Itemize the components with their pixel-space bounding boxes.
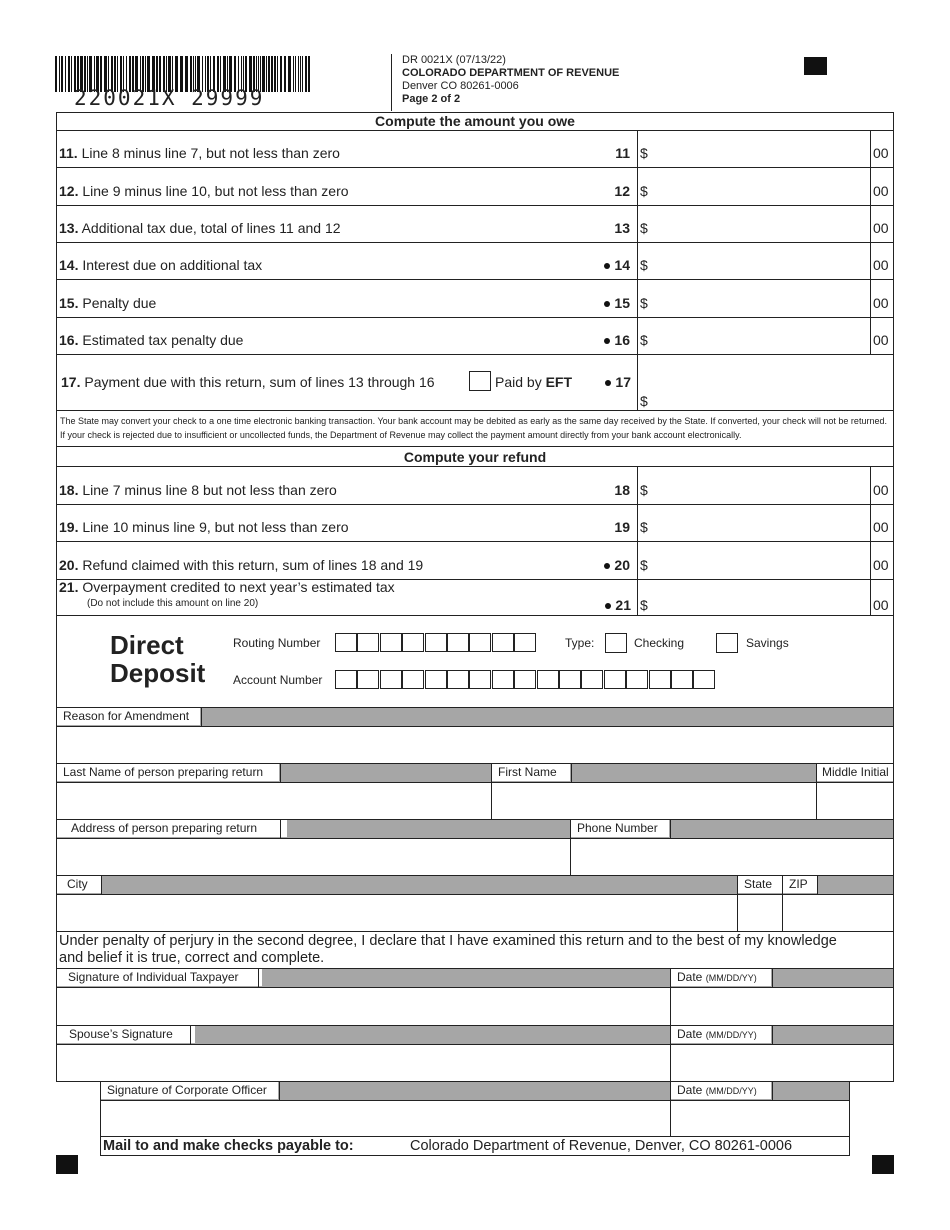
first-name-field[interactable] [492,783,816,819]
registration-mark [872,1155,894,1174]
digit-box[interactable] [492,670,514,689]
digit-box[interactable] [425,633,447,652]
state-field[interactable] [738,895,782,931]
line-number: 12. [59,182,79,199]
taxpayer-date-field[interactable] [671,988,893,1025]
barcode-bar [68,56,70,92]
barcode-bar [300,56,301,92]
barcode-bar [271,56,273,92]
taxpayer-signature-field[interactable] [57,988,670,1025]
cents-zero: 00 [873,481,889,498]
dollar-sign: $ [640,257,648,274]
digit-box[interactable] [357,670,379,689]
dollar-sign: $ [640,182,648,199]
checking-checkbox[interactable] [605,633,627,653]
line-21-amount-field[interactable] [651,579,869,615]
digit-box[interactable] [357,633,379,652]
line-text: Penalty due [82,294,157,311]
amount-field[interactable] [651,205,869,242]
dollar-sign: $ [640,519,648,535]
digit-box[interactable] [492,633,514,652]
amount-field[interactable] [651,504,869,542]
barcode-bar [277,56,278,92]
digit-box[interactable] [469,633,491,652]
required-dot [604,563,610,569]
line-21-dollar: $ [640,597,648,613]
state-label: State [738,876,782,893]
digit-box[interactable] [335,633,357,652]
line-21-number: 21. [59,579,79,595]
last-name-label: Last Name of person preparing return [57,764,279,781]
digit-box[interactable] [402,633,424,652]
first-name-label: First Name [492,764,570,781]
line-ref: 15 [614,294,630,311]
registration-mark [804,57,827,75]
line-number: 18. [59,481,79,498]
digit-box[interactable] [447,633,469,652]
taxpayer-date-label: Date (MM/DD/YY) [671,969,771,986]
last-name-field[interactable] [57,783,491,819]
conversion-notice: The State may convert your check to a one time electronic banking transaction. Your bank account may be debited as early as the same day received by the State. If converted, your check will not be returned. If your check is rejected due to insufficient or uncollected funds, the Department of Revenue may collect the payment amount directly from your bank account electronically. [60,416,887,440]
zip-field[interactable] [783,895,893,931]
line-17-number: 17. [61,374,81,390]
barcode-bar [266,56,267,92]
account-type-label: Type: [565,636,595,650]
line-17-text: Payment due with this return, sum of lines 13 through 16 [84,374,435,390]
digit-box[interactable] [649,670,671,689]
barcode-bar [308,56,310,92]
cents-zero: 00 [873,145,889,162]
line-21-text: Overpayment credited to next year’s estimated tax [82,579,395,595]
barcode-bar [59,56,60,92]
line-21-ref: 21 [615,597,631,613]
required-dot [604,263,610,269]
registration-mark [56,1155,78,1174]
line-text: Refund claimed with this return, sum of lines 18 and 19 [82,556,424,573]
city-label: City [57,876,101,893]
digit-box[interactable] [559,670,581,689]
digit-box[interactable] [469,670,491,689]
eft-label: EFT [545,374,573,390]
dollar-sign: $ [640,145,648,162]
phone-number-field[interactable] [571,839,893,875]
required-dot [604,338,610,344]
digit-box[interactable] [671,670,693,689]
line-text: Line 8 minus line 7, but not less than zero [81,145,340,162]
line-17-ref: 17 [615,374,631,390]
digit-box[interactable] [447,670,469,689]
digit-box[interactable] [626,670,648,689]
savings-label: Savings [746,636,789,650]
routing-number-label: Routing Number [233,636,321,650]
barcode-bar [305,56,307,92]
line-text: Additional tax due, total of lines 11 and 12 [81,219,341,236]
digit-box[interactable] [380,670,402,689]
line-text: Line 10 minus line 9, but not less than zero [82,519,349,535]
department-name: COLORADO DEPARTMENT OF REVENUE [402,67,620,79]
cents-zero: 00 [873,257,889,274]
line-number: 15. [59,294,79,311]
dollar-sign: $ [640,481,648,498]
line-21-cents: 00 [873,597,889,613]
paid-by-eft-checkbox[interactable] [469,371,491,391]
reason-for-amendment-field[interactable] [57,727,893,763]
line-number: 13. [59,219,79,236]
barcode-bar [55,56,57,92]
middle-initial-label: Middle Initial [816,764,893,781]
spouse-date-label: Date (MM/DD/YY) [671,1026,771,1043]
line-number: 14. [59,257,79,274]
preparer-address-label: Address of person preparing return [57,820,287,837]
middle-initial-field[interactable] [817,783,893,819]
amount-field[interactable] [651,167,869,204]
line-number: 19. [59,519,79,535]
line-ref: 16 [614,331,630,348]
barcode-bar [298,56,299,92]
barcode-bar [65,56,66,92]
line-ref: 19 [614,519,630,535]
digit-box[interactable] [581,670,603,689]
line-ref: 11 [615,145,630,162]
digit-box[interactable] [425,670,447,689]
digit-box[interactable] [537,670,559,689]
line-ref: 12 [614,182,630,199]
barcode-bar [295,56,296,92]
officer-date-field[interactable] [671,1101,849,1136]
refund-section-title: Compute your refund [403,449,547,465]
amount-field[interactable] [651,317,869,354]
digit-box[interactable] [380,633,402,652]
direct-deposit-title: Direct Deposit [110,630,206,688]
amount-field[interactable] [651,242,869,279]
cents-zero: 00 [873,294,889,311]
cents-zero: 00 [873,556,889,573]
barcode-bar [274,56,276,92]
spouse-signature-field[interactable] [57,1045,670,1081]
taxpayer-signature-label: Signature of Individual Taxpayer [57,969,262,986]
officer-signature-field[interactable] [101,1101,670,1136]
line-17-dollar: $ [640,393,648,409]
barcode-bar [302,56,303,92]
barcode-text: 220021X 29999 [74,86,265,110]
digit-box[interactable] [604,670,626,689]
barcode-bar [288,56,291,92]
preparer-address-field[interactable] [57,839,570,875]
line-number: 16. [59,331,79,348]
line-text: Line 7 minus line 8 but not less than zero [82,481,337,498]
officer-date-label: Date (MM/DD/YY) [671,1082,771,1099]
barcode-bar [293,56,294,92]
perjury-declaration: Under penalty of perjury in the second degree, I declare that I have examined this return and to the best of my knowledge and belief it is true, correct and complete. [59,933,837,966]
dollar-sign: $ [640,331,648,348]
line-text: Line 9 minus line 10, but not less than zero [82,182,349,199]
officer-signature-label: Signature of Corporate Officer [101,1082,278,1099]
zip-label: ZIP [783,876,817,893]
amount-field[interactable] [651,279,869,316]
savings-checkbox[interactable] [716,633,738,653]
line-text: Interest due on additional tax [82,257,263,274]
barcode-bar [284,56,286,92]
spouse-date-field[interactable] [671,1045,893,1081]
reason-for-amendment-label: Reason for Amendment [57,708,200,725]
line-17-amount-field[interactable] [640,354,893,410]
cents-zero: 00 [873,331,889,348]
line-ref: 13 [614,219,630,236]
cents-zero: 00 [873,182,889,199]
spouse-signature-label: Spouse’s Signature [57,1026,195,1043]
amount-field[interactable] [651,130,869,167]
account-number-label: Account Number [233,673,323,687]
line-ref: 14 [614,257,630,274]
line-ref: 20 [614,556,630,573]
digit-box[interactable] [402,670,424,689]
paid-by-label: Paid by [495,374,542,390]
barcode-bar [71,56,72,92]
digit-box[interactable] [335,670,357,689]
page-number: Page 2 of 2 [402,93,461,105]
amount-field[interactable] [651,541,869,579]
barcode-bar [61,56,63,92]
dollar-sign: $ [640,556,648,573]
line-ref: 18 [614,481,630,498]
mail-to-address: Colorado Department of Revenue, Denver, CO 80261-0006 [410,1138,793,1154]
digit-box[interactable] [514,633,536,652]
barcode-bar [268,56,270,92]
dollar-sign: $ [640,294,648,311]
checking-label: Checking [634,636,685,650]
line-number: 11. [59,145,78,162]
phone-number-label: Phone Number [571,820,669,837]
owe-section-title: Compute the amount you owe [375,113,575,129]
digit-box[interactable] [514,670,536,689]
barcode-bar [280,56,282,92]
city-field[interactable] [57,895,737,931]
required-dot [604,301,610,307]
amount-field[interactable] [651,466,869,504]
form-id: DR 0021X (07/13/22) [402,54,506,66]
line-number: 20. [59,556,79,573]
department-address: Denver CO 80261-0006 [402,80,519,92]
mail-to-label: Mail to and make checks payable to: [103,1138,354,1154]
cents-zero: 00 [873,519,889,535]
dollar-sign: $ [640,219,648,236]
line-21-note: (Do not include this amount on line 20) [87,598,259,609]
cents-zero: 00 [873,219,889,236]
digit-box[interactable] [693,670,715,689]
line-text: Estimated tax penalty due [82,331,244,348]
